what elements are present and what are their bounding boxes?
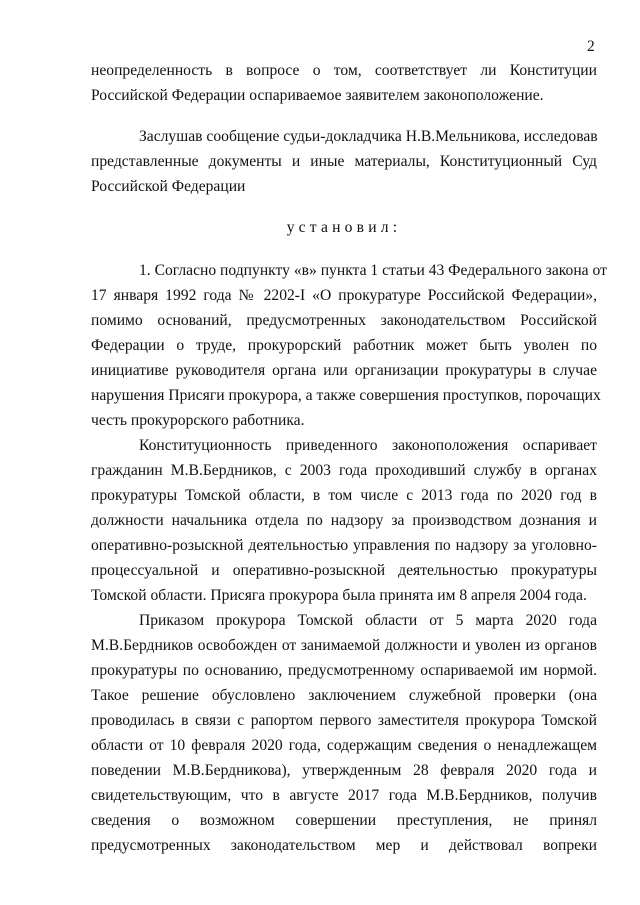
text-line: процессуальной и оперативно-розыскной деятельностью прокуратуры xyxy=(91,562,597,579)
text-line: поведении М.В.Бердникова), утвержденным 28 февраля 2020 года и xyxy=(91,762,597,779)
text-line: 17 января 1992 года № 2202-I «О прокуратуре Российской Федерации», xyxy=(91,287,597,304)
document-body xyxy=(91,58,607,858)
text-line: прокуратуры по основанию, предусмотренному оспариваемой им нормой. xyxy=(91,662,597,679)
text-line: свидетельствующим, что в августе 2017 года М.В.Бердников, получив xyxy=(91,787,597,804)
text-line: Российской Федерации xyxy=(91,178,246,195)
text-line: гражданин М.В.Бердников, с 2003 года проходивший службу в органах xyxy=(91,462,597,479)
text-line: честь прокурорского работника. xyxy=(91,412,305,429)
text-line: М.В.Бердников освобожден от занимаемой должности и уволен из органов xyxy=(91,637,597,654)
text-line: Заслушав сообщение судьи-докладчика Н.В.Мельникова, исследовав xyxy=(139,128,598,145)
text-line: инициативе руководителя органа или организации прокуратуры в случае xyxy=(91,362,597,379)
page-number: 2 xyxy=(587,38,595,55)
text-line: области от 10 февраля 2020 года, содержащим сведения о ненадлежащем xyxy=(91,737,597,754)
blank-line xyxy=(91,108,597,124)
text-line: прокуратуры Томской области, в том числе с 2013 года по 2020 год в xyxy=(91,487,597,504)
text-line: Конституционность приведенного законоположения оспаривает xyxy=(139,437,597,454)
section-heading: установил: xyxy=(286,219,402,236)
text-line: предусмотренных законодательством мер и действовал вопреки xyxy=(91,837,597,854)
text-line: Приказом прокурора Томской области от 5 марта 2020 года xyxy=(139,612,597,629)
blank-line xyxy=(91,240,597,258)
text-line: должности начальника отдела по надзору за производством дознания и xyxy=(91,512,597,529)
text-line: неопределенность в вопросе о том, соответствует ли Конституции xyxy=(91,62,597,79)
text-line: 1. Согласно подпункту «в» пункта 1 статьи 43 Федерального закона от xyxy=(139,262,607,279)
blank-line xyxy=(91,199,597,215)
text-line: помимо оснований, предусмотренных законодательством Российской xyxy=(91,312,597,329)
text-line: проводилась в связи с рапортом первого заместителя прокурора Томской xyxy=(91,712,597,729)
text-line: представленные документы и иные материалы, Конституционный Суд xyxy=(91,153,597,170)
text-line: нарушения Присяги прокурора, а также совершения проступков, порочащих xyxy=(91,387,601,404)
text-line: Томской области. Присяга прокурора была принята им 8 апреля 2004 года. xyxy=(91,587,587,604)
text-line: Такое решение обусловлено заключением служебной проверки (она xyxy=(91,687,597,704)
text-line: Российской Федерации оспариваемое заявителем законоположение. xyxy=(91,87,544,104)
text-line: Федерации о труде, прокурорский работник может быть уволен по xyxy=(91,337,597,354)
text-line: оперативно-розыскной деятельностью управления по надзору за уголовно- xyxy=(91,537,597,554)
text-line: сведения о возможном совершении преступления, не принял xyxy=(91,812,597,829)
